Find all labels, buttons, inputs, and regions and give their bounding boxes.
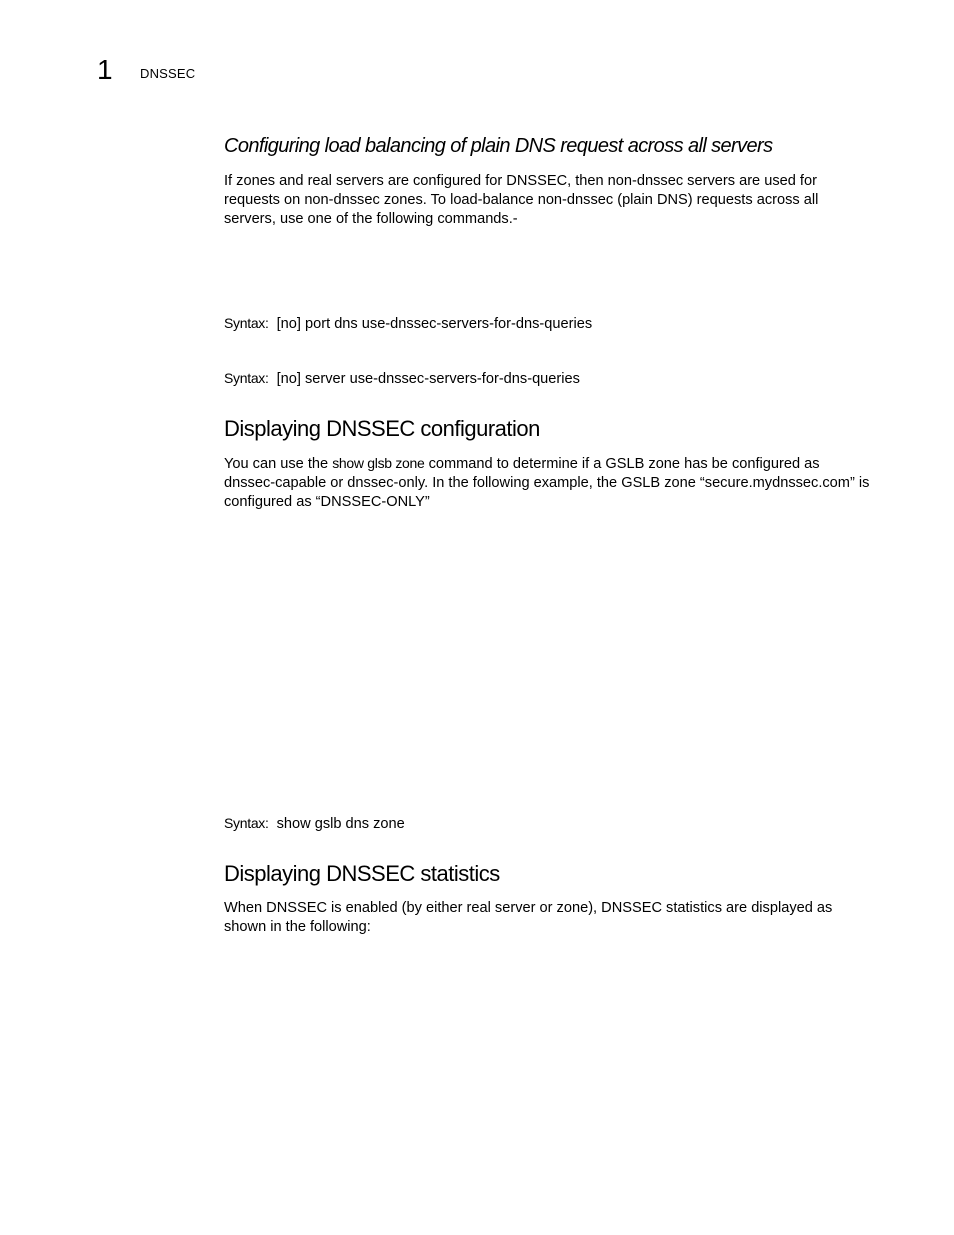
load-balancing-heading: Configuring load balancing of plain DNS request across all servers xyxy=(224,135,773,157)
chapter-number: 1 xyxy=(97,54,113,85)
running-head: DNSSEC xyxy=(140,66,196,81)
configuration-text-after: command to determine if a GSLB zone has be configured as dnssec-capable or dnssec-only. In the following example, the GSLB zone “secure.mydnssec.com” is configured as “DNSSEC-ONLY” xyxy=(224,456,870,510)
syntax-command: [no] port dns use-dnssec-servers-for-dns-queries xyxy=(276,316,593,332)
syntax-server xyxy=(224,369,580,389)
syntax-command: [no] server use-dnssec-servers-for-dns-queries xyxy=(276,371,580,387)
syntax-label: Syntax: xyxy=(224,315,269,331)
statistics-heading: Displaying DNSSEC statistics xyxy=(224,861,500,886)
syntax-label: Syntax: xyxy=(224,815,269,831)
inline-command: show glsb zone xyxy=(332,455,425,471)
load-balancing-paragraph: If zones and real servers are configured for DNSSEC, then non-dnssec servers are used for requests on non-dnssec zones. To load-balance non-dnssec (plain DNS) requests across all servers, use one of the following commands.- xyxy=(224,173,819,227)
statistics-paragraph: When DNSSEC is enabled (by either real server or zone), DNSSEC statistics are displayed as shown in the following: xyxy=(224,900,833,935)
syntax-command: show gslb dns zone xyxy=(276,816,405,832)
syntax-label: Syntax: xyxy=(224,370,269,386)
syntax-show-gslb xyxy=(224,814,405,834)
configuration-text-before: You can use the xyxy=(224,456,329,472)
configuration-heading: Displaying DNSSEC configuration xyxy=(224,416,540,441)
configuration-paragraph xyxy=(224,454,874,512)
syntax-port-dns xyxy=(224,314,592,334)
